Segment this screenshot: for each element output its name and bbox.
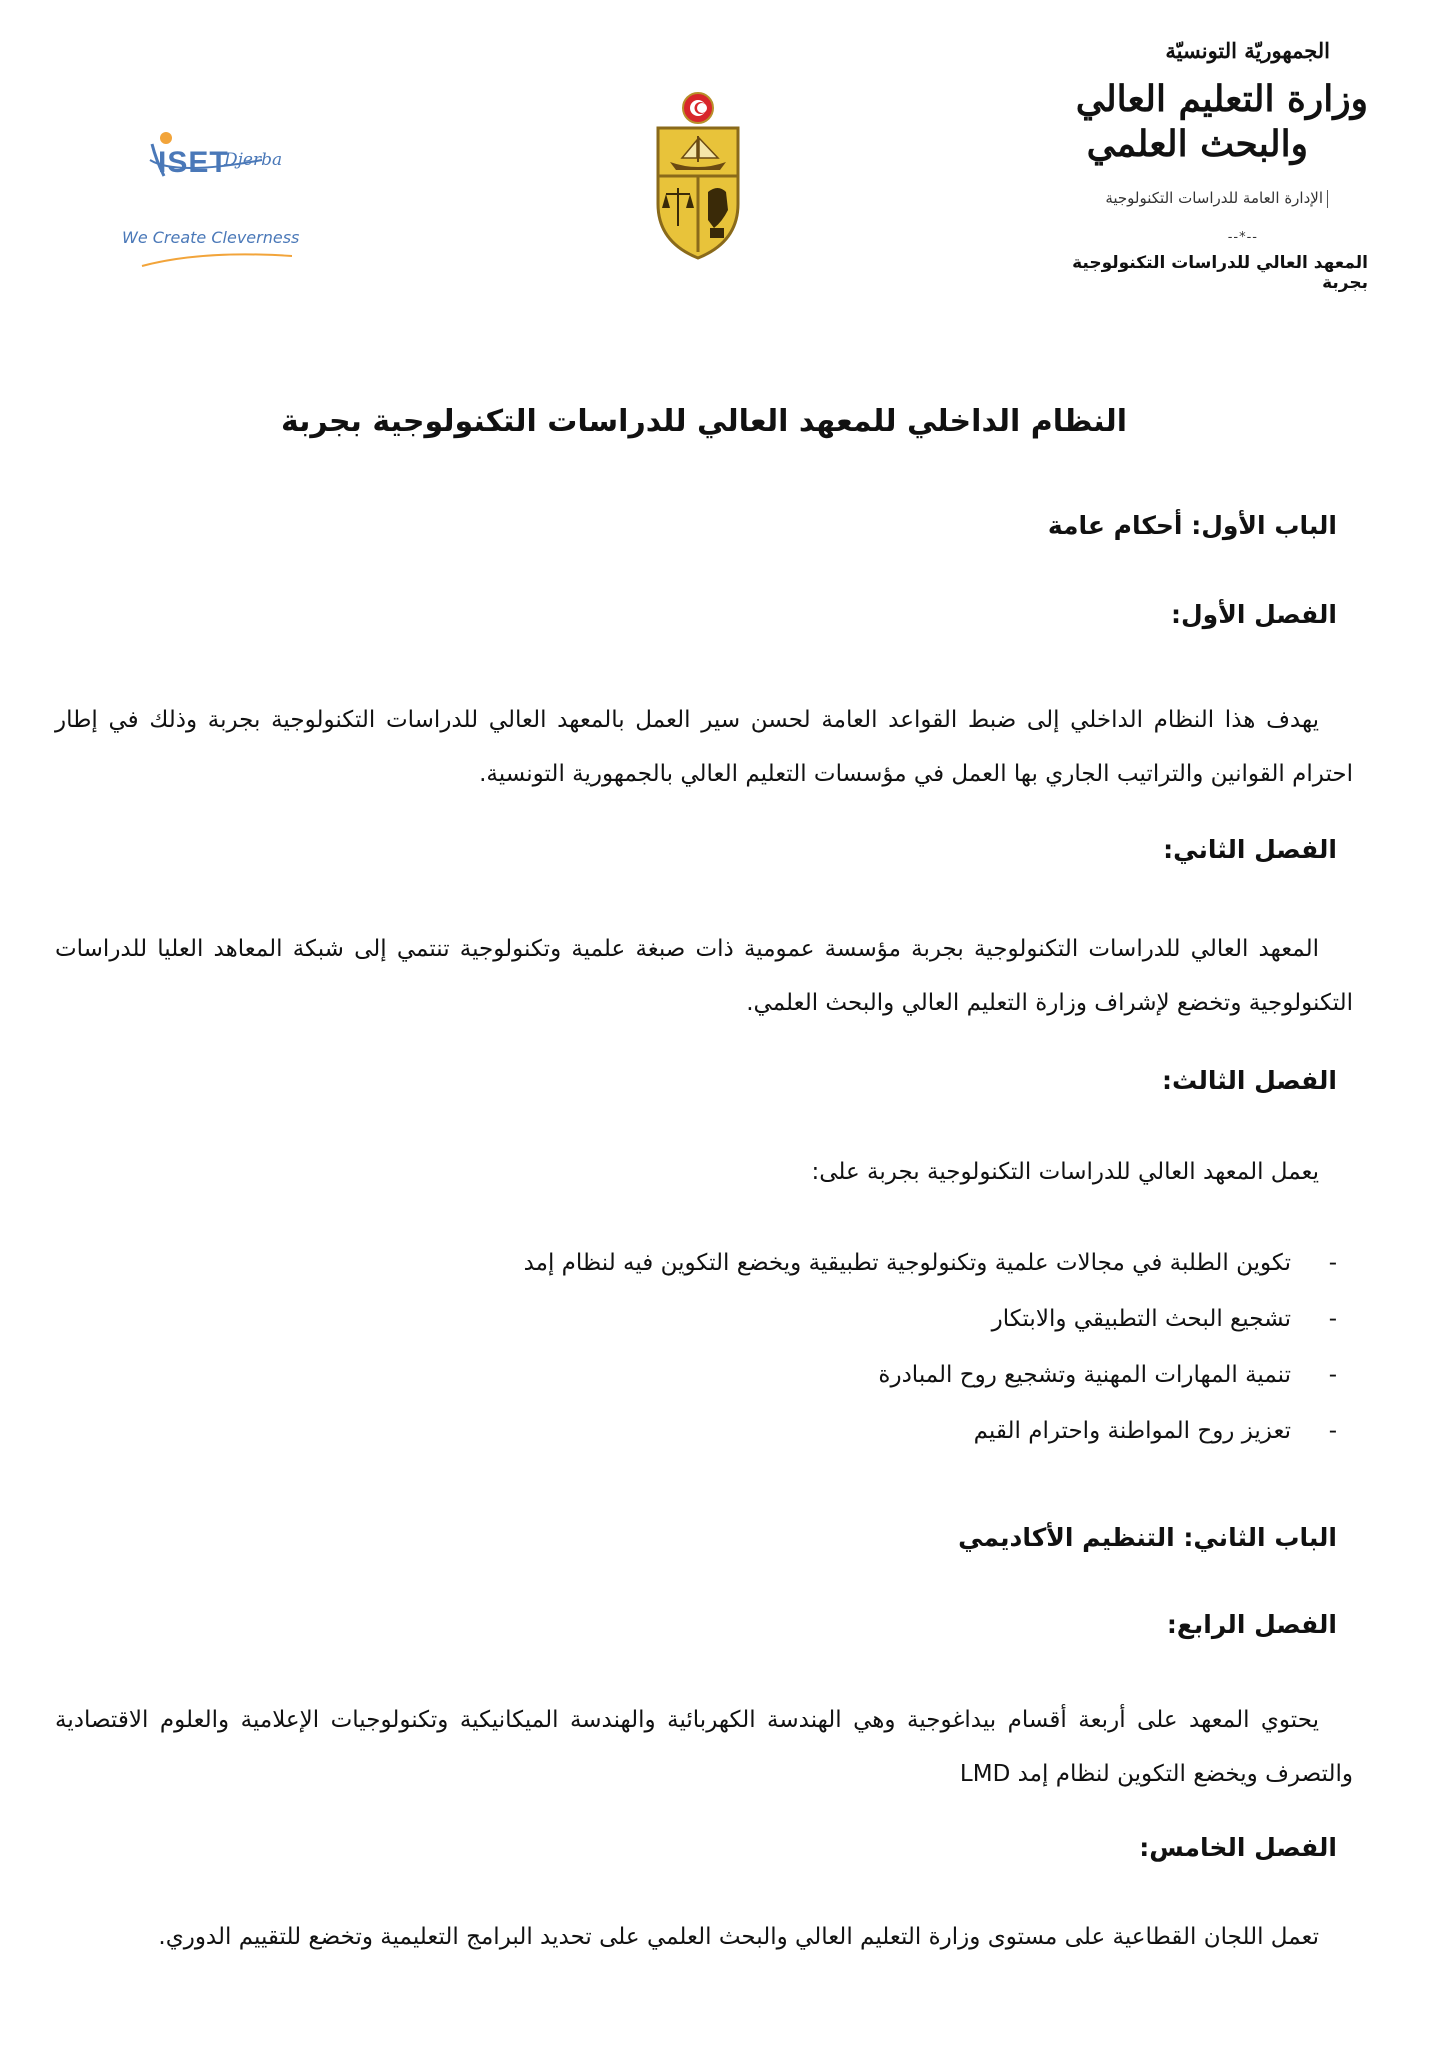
logo-tagline: We Create Cleverness bbox=[122, 228, 300, 247]
logo-swoosh-icon bbox=[122, 120, 292, 270]
chapter-text-5-content: تعمل اللجان القطاعية على مستوى وزارة التعليم العالي والبحث العلمي على تحديد البرامج التعليمية وتخضع للتقييم الدوري. bbox=[158, 1924, 1319, 1950]
chapter-text-3-intro bbox=[55, 1145, 1353, 1199]
list-item: -تعزيز روح المواطنة واحترام القيم bbox=[973, 1418, 1337, 1444]
chapter-text-1 bbox=[55, 693, 1353, 801]
chapter-heading-2: الفصل الثاني: bbox=[1163, 835, 1337, 864]
list-item-text: تكوين الطلبة في مجالات علمية وتكنولوجية تطبيقية ويخضع التكوين فيه لنظام إمد bbox=[523, 1250, 1291, 1276]
chapter-heading-3: الفصل الثالث: bbox=[1162, 1066, 1337, 1095]
ministry-header bbox=[1068, 38, 1368, 293]
list-item-text: تشجيع البحث التطبيقي والابتكار bbox=[991, 1306, 1291, 1332]
iset-djerba-logo bbox=[122, 120, 300, 270]
list-item-text: تعزيز روح المواطنة واحترام القيم bbox=[973, 1418, 1291, 1444]
chapter-heading-4: الفصل الرابع: bbox=[1166, 1610, 1337, 1639]
directorate-text: الإدارة العامة للدراسات التكنولوجية bbox=[1105, 189, 1323, 207]
chapter-text-5 bbox=[55, 1910, 1353, 1964]
list-item: -تشجيع البحث التطبيقي والابتكار bbox=[991, 1306, 1337, 1332]
divider bbox=[1327, 190, 1328, 208]
header-separator: --*-- bbox=[1227, 229, 1258, 245]
chapter-heading-5: الفصل الخامس: bbox=[1139, 1833, 1337, 1862]
section-heading-book1: الباب الأول: أحكام عامة bbox=[1047, 511, 1337, 540]
tunisia-coat-of-arms-icon bbox=[652, 92, 744, 260]
chapter-text-2 bbox=[55, 922, 1353, 1030]
section-heading-book2: الباب الثاني: التنظيم الأكاديمي bbox=[958, 1523, 1337, 1552]
list-item: -تنمية المهارات المهنية وتشجيع روح المبادرة bbox=[878, 1362, 1337, 1388]
ministry-name-line1: وزارة التعليم العالي bbox=[1075, 78, 1368, 120]
logo-name: ISET bbox=[158, 146, 229, 179]
chapter-text-2-content: المعهد العالي للدراسات التكنولوجية بجربة مؤسسة عمومية ذات صبغة علمية وتكنولوجية تنتمي إلى شبكة المعاهد العليا للدراسات التكنولوجية وتخضع لإشراف وزارة التعليم العالي والبحث العلمي. bbox=[55, 936, 1353, 1016]
logo-city: Djerba bbox=[224, 150, 283, 170]
ministry-name-line2: والبحث العلمي bbox=[1086, 123, 1308, 165]
document-title: النظام الداخلي للمعهد العالي للدراسات التكنولوجية بجربة bbox=[280, 404, 1128, 439]
directorate-label bbox=[1068, 189, 1328, 208]
chapter-text-4 bbox=[55, 1693, 1353, 1801]
list-item-text: تنمية المهارات المهنية وتشجيع روح المبادرة bbox=[878, 1362, 1291, 1388]
institute-name: المعهد العالي للدراسات التكنولوجية بجربة bbox=[1072, 252, 1368, 293]
list-item: -تكوين الطلبة في مجالات علمية وتكنولوجية تطبيقية ويخضع التكوين فيه لنظام إمد bbox=[523, 1250, 1337, 1276]
republic-label: الجمهوريّة التونسيّة bbox=[1165, 38, 1330, 63]
chapter-text-3-intro-content: يعمل المعهد العالي للدراسات التكنولوجية بجربة على: bbox=[811, 1159, 1319, 1185]
document-body bbox=[55, 404, 1353, 1964]
chapter-text-4-content: يحتوي المعهد على أربعة أقسام بيداغوجية وهي الهندسة الكهربائية والهندسة الميكانيكية وتكنولوجيات الإعلامية والعلوم الاقتصادية والتصرف ويخضع التكوين لنظام إمد LMD bbox=[55, 1707, 1353, 1787]
objectives-list bbox=[55, 1235, 1353, 1459]
chapter-text-1-content: يهدف هذا النظام الداخلي إلى ضبط القواعد العامة لحسن سير العمل بالمعهد العالي للدراسات التكنولوجية بجربة وذلك في إطار احترام القوانين والتراتيب الجاري بها العمل في مؤسسات التعليم العالي بالجمهورية التونسية. bbox=[55, 707, 1353, 787]
chapter-heading-1: الفصل الأول: bbox=[1170, 600, 1337, 629]
